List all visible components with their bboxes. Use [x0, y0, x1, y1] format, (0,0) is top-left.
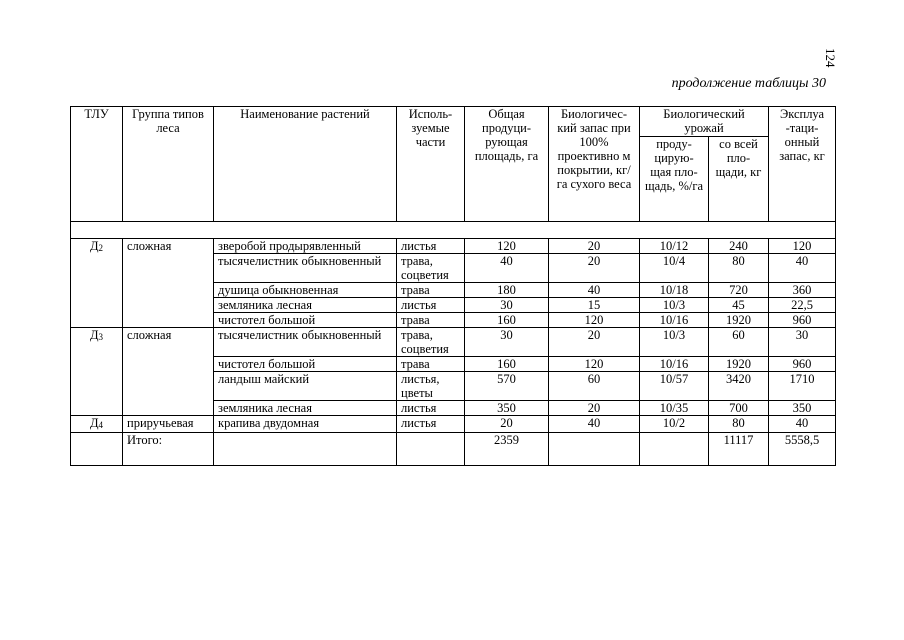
total-empty: [71, 433, 123, 466]
header-plant: Наименование растений: [214, 107, 397, 222]
cell-whole: 720: [709, 283, 769, 298]
total-area: 2359: [465, 433, 549, 466]
cell-prod: 10/16: [640, 357, 709, 372]
cell-exploit: 360: [769, 283, 836, 298]
cell-plant: земляника лесная: [214, 298, 397, 313]
cell-stock: 20: [549, 239, 640, 254]
cell-area: 30: [465, 298, 549, 313]
cell-stock: 40: [549, 283, 640, 298]
cell-plant: душица обыкновенная: [214, 283, 397, 298]
cell-plant: тысячелистник обыкновенный: [214, 328, 397, 357]
cell-stock: 20: [549, 328, 640, 357]
header-bio-stock: Биологичес- кий запас при 100% проективно м покрытии, кг/га сухого веса: [549, 107, 640, 222]
cell-area: 180: [465, 283, 549, 298]
cell-prod: 10/18: [640, 283, 709, 298]
cell-prod: 10/35: [640, 401, 709, 416]
page-number: 124: [823, 48, 838, 68]
table-caption: продолжение таблицы 30: [671, 76, 826, 91]
cell-tlu: $Д_2$: [71, 239, 123, 328]
cell-tlu: $Д_4$: [71, 416, 123, 433]
cell-plant: зверобой продырявленный: [214, 239, 397, 254]
cell-group: приручьевая: [123, 416, 214, 433]
cell-exploit: 120: [769, 239, 836, 254]
cell-exploit: 40: [769, 416, 836, 433]
cell-prod: 10/2: [640, 416, 709, 433]
cell-whole: 700: [709, 401, 769, 416]
cell-plant: ландыш майский: [214, 372, 397, 401]
cell-group: сложная: [123, 239, 214, 328]
cell-stock: 40: [549, 416, 640, 433]
cell-parts: листья: [397, 401, 465, 416]
total-whole: 11117: [709, 433, 769, 466]
cell-parts: трава: [397, 357, 465, 372]
table-row: [71, 328, 836, 357]
cell-parts: листья: [397, 298, 465, 313]
cell-area: 30: [465, 328, 549, 357]
cell-plant: тысячелистник обыкновенный: [214, 254, 397, 283]
cell-parts: трава: [397, 283, 465, 298]
total-label: Итого:: [123, 433, 214, 466]
cell-exploit: 350: [769, 401, 836, 416]
header-prod-area: проду- цирую- щая пло- щадь, %/га: [640, 137, 709, 222]
header-bio-harvest: Биологический урожай: [640, 107, 769, 137]
data-table: [70, 106, 836, 466]
cell-prod: 10/12: [640, 239, 709, 254]
cell-parts: трава, соцветия: [397, 328, 465, 357]
cell-exploit: 40: [769, 254, 836, 283]
cell-area: 350: [465, 401, 549, 416]
cell-whole: 80: [709, 254, 769, 283]
cell-stock: 20: [549, 401, 640, 416]
cell-plant: чистотел большой: [214, 313, 397, 328]
cell-area: 160: [465, 313, 549, 328]
cell-whole: 45: [709, 298, 769, 313]
cell-whole: 1920: [709, 357, 769, 372]
cell-parts: листья, цветы: [397, 372, 465, 401]
cell-whole: 240: [709, 239, 769, 254]
header-group: Группа типов леса: [123, 107, 214, 222]
cell-parts: трава, соцветия: [397, 254, 465, 283]
cell-prod: 10/57: [640, 372, 709, 401]
cell-prod: 10/4: [640, 254, 709, 283]
header-whole-area: со всей пло- щади, кг: [709, 137, 769, 222]
cell-parts: трава: [397, 313, 465, 328]
cell-plant: земляника лесная: [214, 401, 397, 416]
cell-tlu: $Д_3$: [71, 328, 123, 416]
cell-prod: 10/3: [640, 298, 709, 313]
cell-stock: 120: [549, 357, 640, 372]
header-parts: Исполь- зуемые части: [397, 107, 465, 222]
cell-area: 570: [465, 372, 549, 401]
cell-area: 120: [465, 239, 549, 254]
cell-prod: 10/16: [640, 313, 709, 328]
cell-exploit: 960: [769, 313, 836, 328]
cell-area: 40: [465, 254, 549, 283]
cell-stock: 15: [549, 298, 640, 313]
table-body: [71, 239, 836, 433]
table-row: [71, 239, 836, 254]
cell-whole: 1920: [709, 313, 769, 328]
cell-whole: 80: [709, 416, 769, 433]
cell-plant: чистотел большой: [214, 357, 397, 372]
cell-whole: 60: [709, 328, 769, 357]
cell-stock: 120: [549, 313, 640, 328]
cell-whole: 3420: [709, 372, 769, 401]
cell-exploit: 30: [769, 328, 836, 357]
cell-parts: листья: [397, 239, 465, 254]
header-area: Общая продуци- рующая площадь, га: [465, 107, 549, 222]
cell-group: сложная: [123, 328, 214, 416]
cell-stock: 60: [549, 372, 640, 401]
cell-parts: листья: [397, 416, 465, 433]
cell-plant: крапива двудомная: [214, 416, 397, 433]
spacer-row: [71, 222, 836, 239]
total-row: [71, 433, 836, 466]
total-exploit: 5558,5: [769, 433, 836, 466]
cell-area: 160: [465, 357, 549, 372]
cell-exploit: 22,5: [769, 298, 836, 313]
cell-area: 20: [465, 416, 549, 433]
table-row: [71, 416, 836, 433]
cell-prod: 10/3: [640, 328, 709, 357]
header-exploit: Эксплуа -таци- онный запас, кг: [769, 107, 836, 222]
header-tlu: ТЛУ: [71, 107, 123, 222]
cell-exploit: 1710: [769, 372, 836, 401]
cell-stock: 20: [549, 254, 640, 283]
cell-exploit: 960: [769, 357, 836, 372]
